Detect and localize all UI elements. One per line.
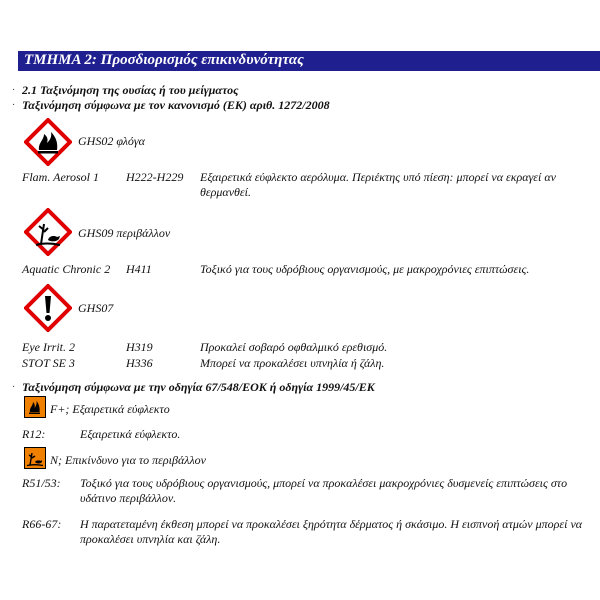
environment-icon xyxy=(24,208,72,256)
hazard-code: H222-H229 xyxy=(126,170,184,184)
environment-icon xyxy=(24,447,46,469)
hazard-statement: Προκαλεί σοβαρό οφθαλμικό ερεθισμό. xyxy=(200,340,388,354)
hazard-code: H336 xyxy=(126,356,153,370)
hazard-statement: Τοξικό για τους υδρόβιους οργανισμούς, με μακροχρόνιες επιπτώσεις. xyxy=(200,262,530,276)
risk-phrase: Τοξικό για τους υδρόβιους οργανισμούς, μπορεί να προκαλέσει μακροχρόνιες δυσμενείς επιπτώσεις στο υδάτινο περιβάλλον. xyxy=(80,476,568,505)
hazard-statement: Εξαιρετικά εύφλεκτο αερόλυμα. Περιέκτης υπό πίεση: μπορεί να εκραγεί αν θερμανθεί. xyxy=(200,170,556,199)
hazard-statement: Μπορεί να προκαλέσει υπνηλία ή ζάλη. xyxy=(200,356,385,370)
classification-heading-dsd: Ταξινόμηση σύμφωνα με την οδηγία 67/548/ΕΟΚ ή οδηγία 1999/45/ΕΚ xyxy=(22,380,375,394)
risk-code: R12: xyxy=(22,427,46,441)
section-title: ΤΜΗΜΑ 2: Προσδιορισμός επικινδυνότητας xyxy=(24,52,304,68)
hazard-code: H411 xyxy=(126,262,152,276)
hazard-class: STOT SE 3 xyxy=(22,356,75,370)
hazard-class: Aquatic Chronic 2 xyxy=(22,262,111,276)
flame-icon xyxy=(24,396,46,418)
symbol-label: N; Επικίνδυνο για το περιβάλλον xyxy=(50,453,206,467)
exclamation-icon xyxy=(24,284,72,332)
bullet: · xyxy=(12,84,15,96)
symbol-label: F+; Εξαιρετικά εύφλεκτο xyxy=(50,402,170,416)
ghs07-label: GHS07 xyxy=(78,301,114,315)
flame-icon xyxy=(24,118,72,166)
section-banner xyxy=(18,51,600,71)
bullet: · xyxy=(12,99,15,111)
risk-phrase: Η παρατεταμένη έκθεση μπορεί να προκαλέσει ξηρότητα δέρματος ή σκάσιμο. Η εισπνοή ατμών μπορεί να προκαλέσει υπνηλία και ζάλη. xyxy=(80,517,583,546)
risk-phrase: Εξαιρετικά εύφλεκτο. xyxy=(80,427,181,441)
subsection-title: 2.1 Ταξινόμηση της ουσίας ή του μείγματος xyxy=(22,83,239,97)
bullet: · xyxy=(12,381,15,393)
hazard-class: Flam. Aerosol 1 xyxy=(22,170,99,184)
hazard-code: H319 xyxy=(126,340,153,354)
ghs02-label: GHS02 φλόγα xyxy=(78,134,145,148)
classification-heading-clp: Ταξινόμηση σύμφωνα με τον κανονισμό (ΕΚ) αριθ. 1272/2008 xyxy=(22,98,330,112)
risk-code: R51/53: xyxy=(22,476,61,490)
risk-code: R66-67: xyxy=(22,517,62,531)
hazard-class: Eye Irrit. 2 xyxy=(22,340,75,354)
ghs09-label: GHS09 περιβάλλον xyxy=(78,226,171,240)
